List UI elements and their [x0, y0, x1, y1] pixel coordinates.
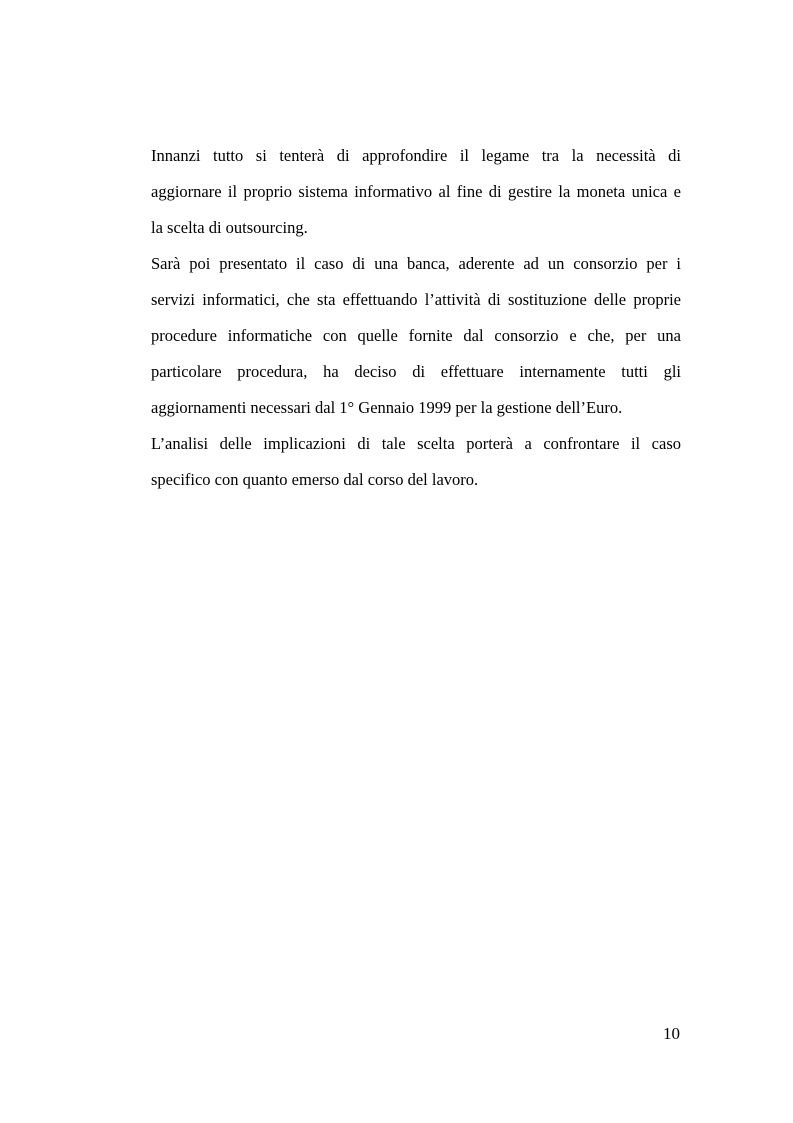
- paragraph-2: [151, 250, 681, 430]
- paragraph-line: L’analisi delle implicazioni di tale scelta porterà a confrontare il caso: [151, 434, 681, 453]
- paragraph-line: servizi informatici, che sta effettuando l’attività di sostituzione delle proprie: [151, 290, 681, 309]
- page-number: 10: [663, 1024, 680, 1043]
- paragraph-line: Innanzi tutto si tenterà di approfondire il legame tra la necessità di: [151, 146, 681, 165]
- body-text: [151, 142, 681, 502]
- paragraph-line: procedure informatiche con quelle fornite dal consorzio e che, per una: [151, 326, 681, 345]
- paragraph-line: particolare procedura, ha deciso di effettuare internamente tutti gli: [151, 362, 681, 381]
- paragraph-line: specifico con quanto emerso dal corso del lavoro.: [151, 470, 479, 489]
- paragraph-1: [151, 142, 681, 250]
- paragraph-line: aggiornare il proprio sistema informativo al fine di gestire la moneta unica e: [151, 182, 681, 201]
- paragraph-line: la scelta di outsourcing.: [151, 218, 308, 237]
- paragraph-3: [151, 430, 681, 502]
- paragraph-line: aggiornamenti necessari dal 1° Gennaio 1999 per la gestione dell’Euro.: [151, 398, 623, 417]
- paragraph-line: Sarà poi presentato il caso di una banca, aderente ad un consorzio per i: [151, 254, 681, 273]
